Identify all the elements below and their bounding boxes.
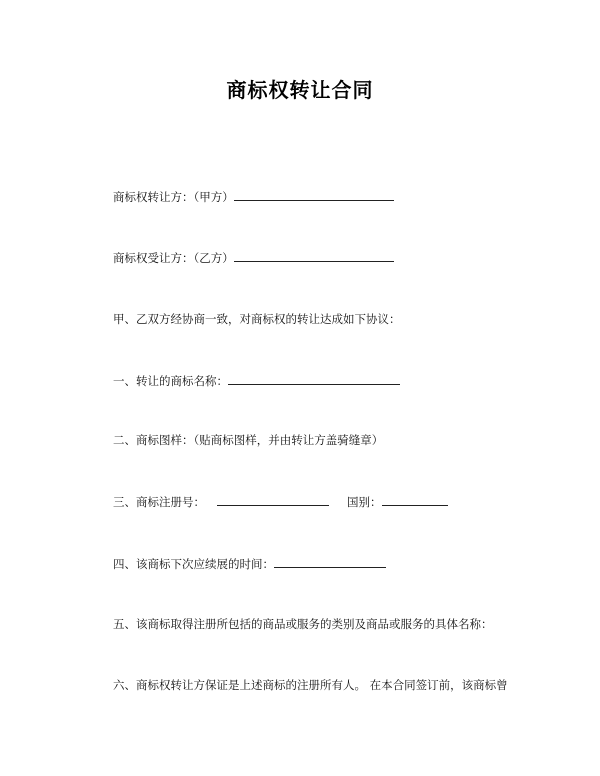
item5-line: 五、该商标取得注册所包括的商品或服务的类别及商品或服务的具体名称： [113,617,493,631]
registration-number-blank[interactable] [217,493,329,506]
country-blank[interactable] [382,493,448,506]
agreement-intro: 甲、乙双方经协商一致，对商标权的转让达成如下协议： [113,312,401,326]
item3-line [113,493,448,510]
renewal-date-blank[interactable] [274,555,386,568]
trademark-name-blank[interactable] [228,372,400,385]
item2-line: 二、商标图样：（贴商标图样，并由转让方盖骑缝章） [113,433,384,447]
transferor-line [113,188,394,205]
item3-label: 三、商标注册号： [113,495,205,509]
item4-label: 四、该商标下次应续展的时间： [113,557,274,571]
document-title: 商标权转让合同 [226,78,374,102]
country-label: 国别： [347,495,382,509]
item6-line: 六、商标权转让方保证是上述商标的注册所有人。 在本合同签订前，该商标曾 [113,678,508,692]
transferee-line [113,249,394,266]
item1-label: 一、转让的商标名称： [113,374,228,388]
transferee-label: 商标权受让方：（乙方） [113,251,234,265]
transferor-blank[interactable] [234,188,394,201]
transferee-blank[interactable] [234,249,394,262]
item4-line [113,555,386,572]
item1-line [113,372,400,389]
transferor-label: 商标权转让方：（甲方） [113,190,234,204]
